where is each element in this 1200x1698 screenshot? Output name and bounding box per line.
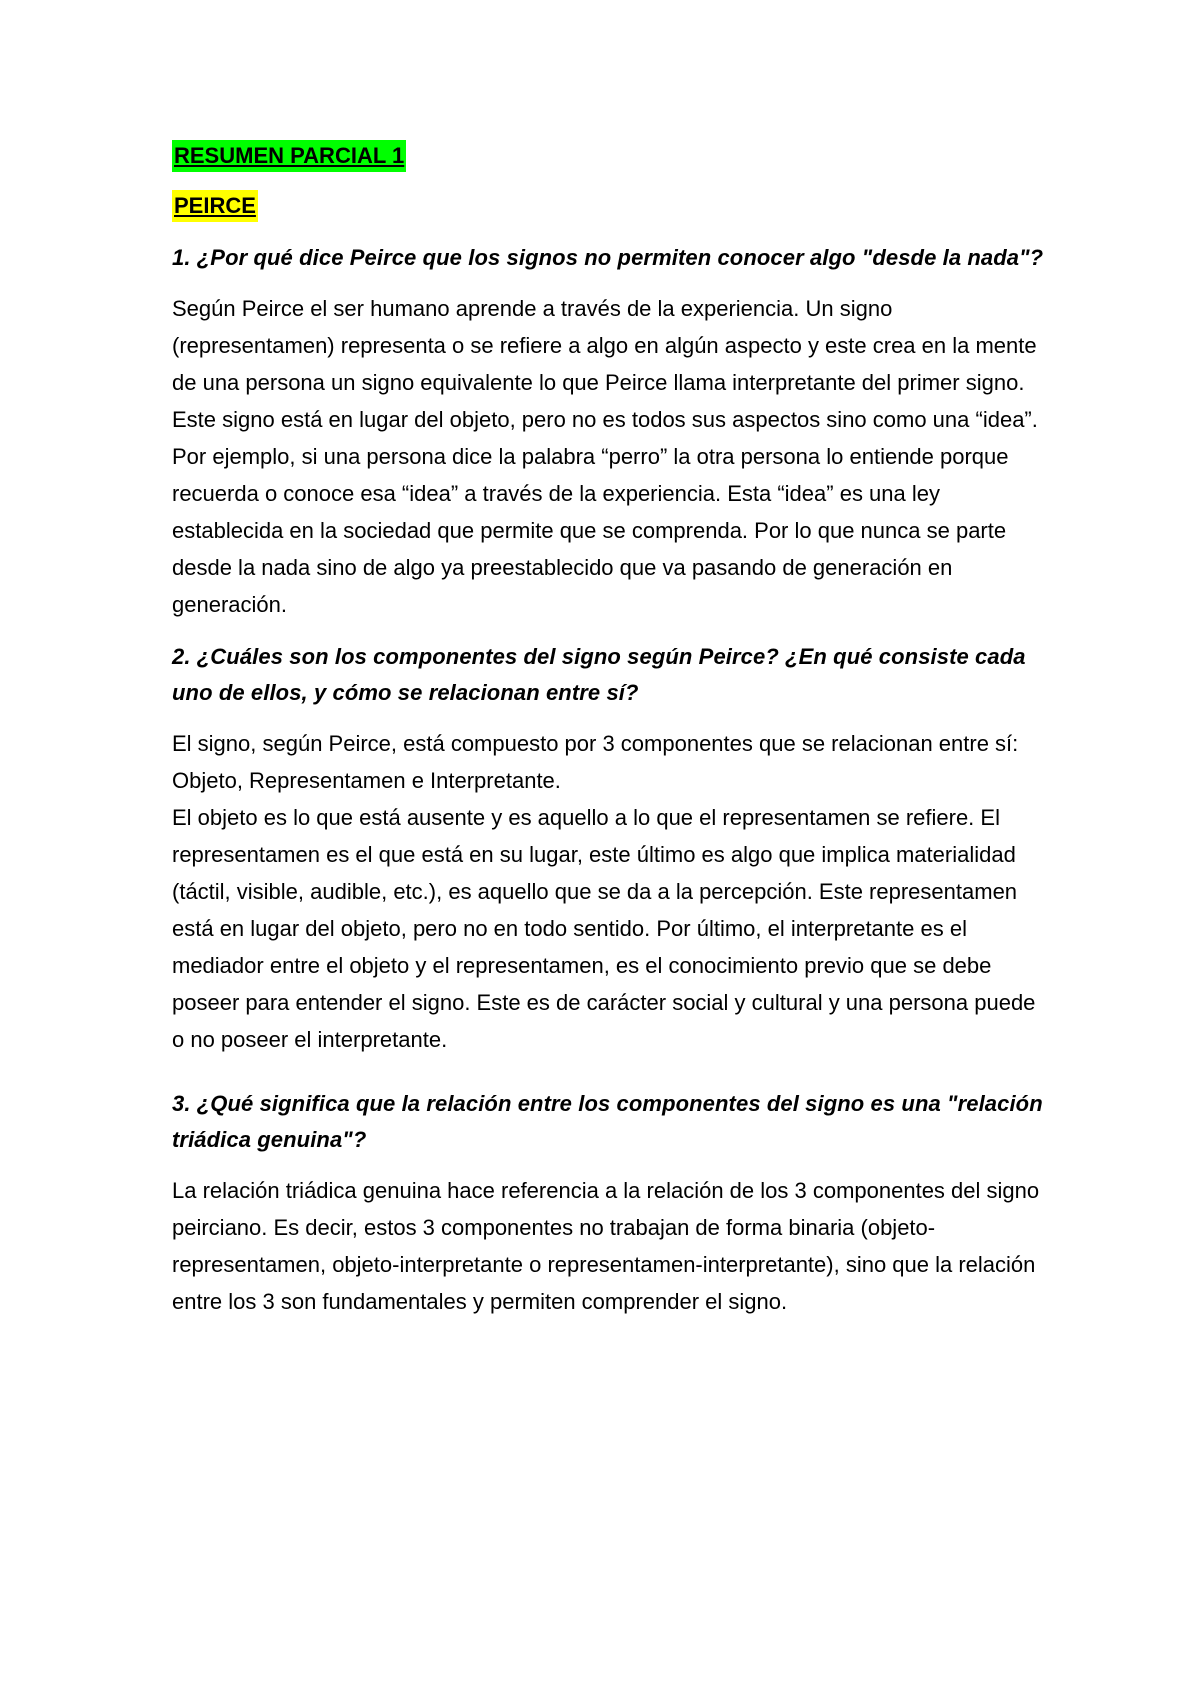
question-2: 2. ¿Cuáles son los componentes del signo según Peirce? ¿En qué consiste cada uno de ellos, y cómo se relacionan entre sí? bbox=[172, 644, 1026, 705]
section-heading: PEIRCE bbox=[172, 190, 258, 222]
title-row bbox=[172, 140, 1052, 180]
question-1: 1. ¿Por qué dice Peirce que los signos no permiten conocer algo "desde la nada"? bbox=[172, 245, 1044, 270]
question-3: 3. ¿Qué significa que la relación entre los componentes del signo es una "relación triádica genuina"? bbox=[172, 1091, 1043, 1152]
answer-2: El signo, según Peirce, está compuesto por 3 componentes que se relacionan entre sí: Objeto, Representamen e Interpretante. El objeto es lo que está ausente y es aquello a lo que el representamen se refiere. El representamen es el que está en su lugar, este último es algo que implica materialidad (táctil, visible, audible, etc.), es aquello que se da a la percepción. Este representamen está en lugar del objeto, pero no en todo sentido. Por último, el interpretante es el mediador entre el objeto y el representamen, es el conocimiento previo que se debe poseer para entender el signo. Este es de carácter social y cultural y una persona puede o no poseer el interpretante. bbox=[172, 731, 1036, 1052]
document-page bbox=[172, 140, 1052, 1336]
subtitle-row bbox=[172, 190, 1052, 230]
answer-1: Según Peirce el ser humano aprende a través de la experiencia. Un signo (representamen) representa o se refiere a algo en algún aspecto y este crea en la mente de una persona un signo equivalente lo que Peirce llama interpretante del primer signo. Este signo está en lugar del objeto, pero no es todos sus aspectos sino como una “idea”. Por ejemplo, si una persona dice la palabra “perro” la otra persona lo entiende porque recuerda o conoce esa “idea” a través de la experiencia. Esta “idea” es una ley establecida en la sociedad que permite que se comprenda. Por lo que nunca se parte desde la nada sino de algo ya preestablecido que va pasando de generación en generación. bbox=[172, 296, 1038, 617]
document-title: RESUMEN PARCIAL 1 bbox=[172, 140, 406, 172]
answer-3: La relación triádica genuina hace referencia a la relación de los 3 componentes del signo peirciano. Es decir, estos 3 componentes no trabajan de forma binaria (objeto-representamen, objeto-interpretante o representamen-interpretante), sino que la relación entre los 3 son fundamentales y permiten comprender el signo. bbox=[172, 1178, 1040, 1314]
